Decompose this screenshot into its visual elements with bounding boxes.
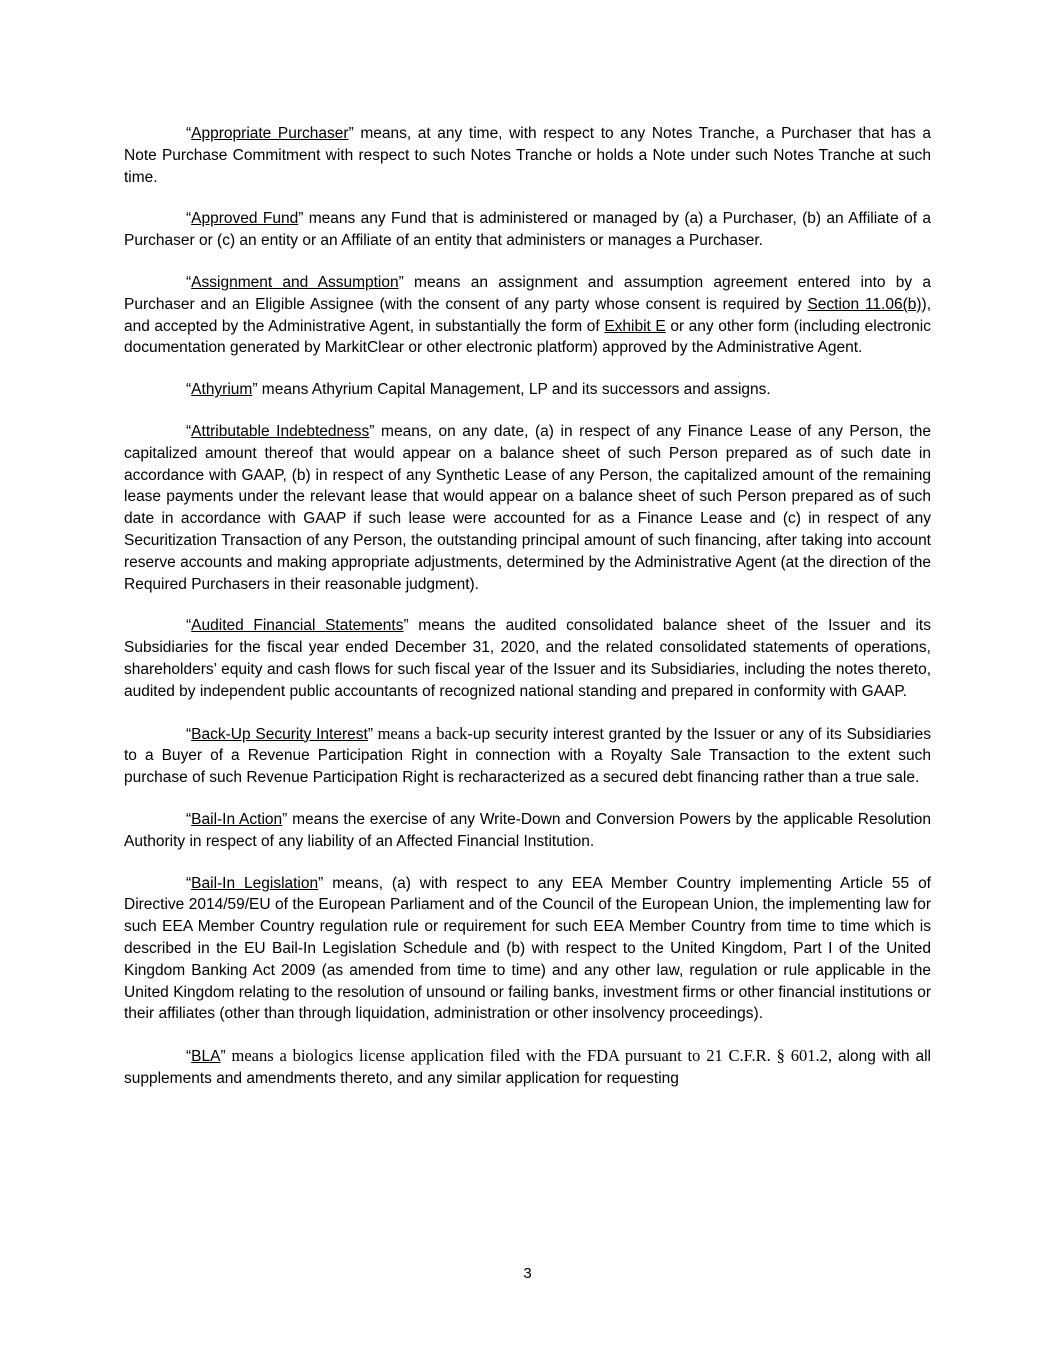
definition-text: ), and accepted by the Administrative Agent, in substantially the form of <box>124 295 931 335</box>
definition-audited-financial-statements: “Audited Financial Statements” means the audited consolidated balance sheet of the Issuer and its Subsidiaries for the fiscal year ended December 31, 2020, and the related consolidated statements of operations, shareholders’ equity and cash flows for such fiscal year of the Issuer and its Subsidiaries, including the notes thereto, audited by independent public accountants of recognized national standing and prepared in conformity with GAAP. <box>124 617 931 700</box>
document-page <box>124 123 931 1110</box>
page-number: 3 <box>523 1265 532 1282</box>
defined-term: Bail-In Action <box>191 810 283 828</box>
definition-back-up-security-interest: “Back-Up Security Interest” means a back-up security interest granted by the Issuer or any of its Subsidiaries to a Buyer of a Revenue Participation Right in connection with a Royalty Sale Transaction to the extent such purchase of such Revenue Participation Right is recharacterized as a secured debt financing rather than a true sale. <box>124 723 931 787</box>
section-reference: Section 11.06(b) <box>807 295 922 313</box>
definition-attributable-indebtedness: “Attributable Indebtedness” means, on any date, (a) in respect of any Finance Lease of any Person, the capitalized amount thereof that would appear on a balance sheet of such Person prepared as of such date in accordance with GAAP, (b) in respect of any Synthetic Lease of any Person, the capitalized amount of the remaining lease payments under the relevant lease that would appear on a balance sheet of such Person prepared as of such date in accordance with GAAP if such lease were accounted for as a Finance Lease and (c) in respect of any Securitization Transaction of any Person, the outstanding principal amount of such financing, after taking into account reserve accounts and making appropriate adjustments, determined by the Administrative Agent (at the direction of the Required Purchasers in their reasonable judgment). <box>124 422 931 593</box>
definition-text: up security interest granted by the Issuer or any of its Subsidiaries to a Buyer of a Revenue Participation Right in connection with a Royalty Sale Transaction to the extent such purchase of such Revenue Participation Right is recharacterized as a secured debt financing rather than a true sale. <box>124 725 931 787</box>
definition-text: means a biologics license application filed with the FDA pursuant to 21 C.F.R. § 601.2, <box>225 1046 832 1066</box>
definition-appropriate-purchaser: “Appropriate Purchaser” means, at any time, with respect to any Notes Tranche, a Purchaser that has a Note Purchase Commitment with respect to such Notes Tranche or holds a Note under such Notes Tranche at such time. <box>124 125 931 186</box>
definition-bla: “BLA” means a biologics license application filed with the FDA pursuant to 21 C.F.R. § 601.2, along with all supplements and amendments thereto, and any similar application for requesting <box>124 1046 931 1087</box>
definition-text: means a back- <box>372 723 473 743</box>
defined-term: Audited Financial Statements <box>191 617 404 635</box>
definition-text: along with all supplements and amendments thereto, and any similar application for requesting <box>124 1048 931 1087</box>
definition-text: means, (a) with respect to any EEA Member Country implementing Article 55 of Directive 2014/59/EU of the European Parliament and of the Council of the European Union, the implementing law for such EEA Member Country regulation rule or requirement for such EEA Member Country from time to time which is described in the EU Bail-In Legislation Schedule and (b) with respect to the United Kingdom, Part I of the United Kingdom Banking Act 2009 (as amended from time to time) and any other law, regulation or rule applicable in the United Kingdom relating to the resolution of unsound or failing banks, investment firms or other financial institutions or their affiliates (other than through liquidation, administration or other insolvency proceedings). <box>124 874 931 1023</box>
definition-bail-in-legislation: “Bail-In Legislation” means, (a) with respect to any EEA Member Country implementing Article 55 of Directive 2014/59/EU of the European Parliament and of the Council of the European Union, the implementing law for such EEA Member Country regulation rule or requirement for such EEA Member Country from time to time which is described in the EU Bail-In Legislation Schedule and (b) with respect to the United Kingdom, Part I of the United Kingdom Banking Act 2009 (as amended from time to time) and any other law, regulation or rule applicable in the United Kingdom relating to the resolution of unsound or failing banks, investment firms or other financial institutions or their affiliates (other than through liquidation, administration or other insolvency proceedings). <box>124 874 931 1023</box>
defined-term: Attributable Indebtedness <box>191 422 370 440</box>
defined-term: Athyrium <box>191 381 253 399</box>
defined-term: Appropriate Purchaser <box>191 125 349 142</box>
defined-term: BLA <box>191 1048 221 1066</box>
definition-text: means, at any time, with respect to any Notes Tranche, a Purchaser that has a Note Purchase Commitment with respect to such Notes Tranche or holds a Note under such Notes Tranche at such time. <box>124 125 931 186</box>
definition-text: means the exercise of any Write-Down and Conversion Powers by the applicable Resolution Authority in respect of any liability of an Affected Financial Institution. <box>124 810 932 850</box>
definition-text: means an assignment and assumption agreement entered into by a Purchaser and an Eligible Assignee (with the consent of any party whose consent is required by <box>124 273 931 313</box>
defined-term: Approved Fund <box>191 210 299 228</box>
defined-term: Back-Up Security Interest <box>191 725 368 743</box>
definition-text: means any Fund that is administered or managed by (a) a Purchaser, (b) an Affiliate of a Purchaser or (c) an entity or an Affiliate of an entity that administers or manages a Purchaser. <box>124 210 931 250</box>
defined-term: Bail-In Legislation <box>191 874 319 892</box>
exhibit-reference: Exhibit E <box>604 317 666 335</box>
defined-term: Assignment and Assumption <box>191 273 399 291</box>
definition-text: means the audited consolidated balance sheet of the Issuer and its Subsidiaries for the fiscal year ended December 31, 2020, and the related consolidated statements of operations, shareholders’ equity and cash flows for such fiscal year of the Issuer and its Subsidiaries, including the notes thereto, audited by independent public accountants of recognized national standing and prepared in conformity with GAAP. <box>124 617 931 700</box>
definition-text: or any other form (including electronic documentation generated by MarkitClear or other electronic platform) approved by the Administrative Agent. <box>124 317 931 357</box>
definition-text: means, on any date, (a) in respect of any Finance Lease of any Person, the capitalized amount thereof that would appear on a balance sheet of such Person prepared as of such date in accordance with GAAP, (b) in respect of any Synthetic Lease of any Person, the capitalized amount of the remaining lease payments under the relevant lease that would appear on a balance sheet of such Person prepared as of such date in accordance with GAAP if such lease were accounted for as a Finance Lease and (c) in respect of any Securitization Transaction of any Person, the outstanding principal amount of such financing, after taking into account reserve accounts and making appropriate adjustments, determined by the Administrative Agent (at the direction of the Required Purchasers in their reasonable judgment). <box>124 422 931 593</box>
definition-athyrium: “Athyrium” means Athyrium Capital Management, LP and its successors and assigns. <box>186 381 771 399</box>
definition-approved-fund: “Approved Fund” means any Fund that is administered or managed by (a) a Purchaser, (b) an Affiliate of a Purchaser or (c) an entity or an Affiliate of an entity that administers or manages a Purchaser. <box>124 210 931 250</box>
definition-assignment-and-assumption: “Assignment and Assumption” means an assignment and assumption agreement entered into by a Purchaser and an Eligible Assignee (with the consent of any party whose consent is required by Section 11.06(b)), and accepted by the Administrative Agent, in substantially the form of Exhibit E or any other form (including electronic documentation generated by MarkitClear or other electronic platform) approved by the Administrative Agent. <box>124 273 931 357</box>
definition-text: means Athyrium Capital Management, LP and its successors and assigns. <box>257 381 771 399</box>
definition-bail-in-action: “Bail-In Action” means the exercise of any Write-Down and Conversion Powers by the applicable Resolution Authority in respect of any liability of an Affected Financial Institution. <box>124 810 932 850</box>
